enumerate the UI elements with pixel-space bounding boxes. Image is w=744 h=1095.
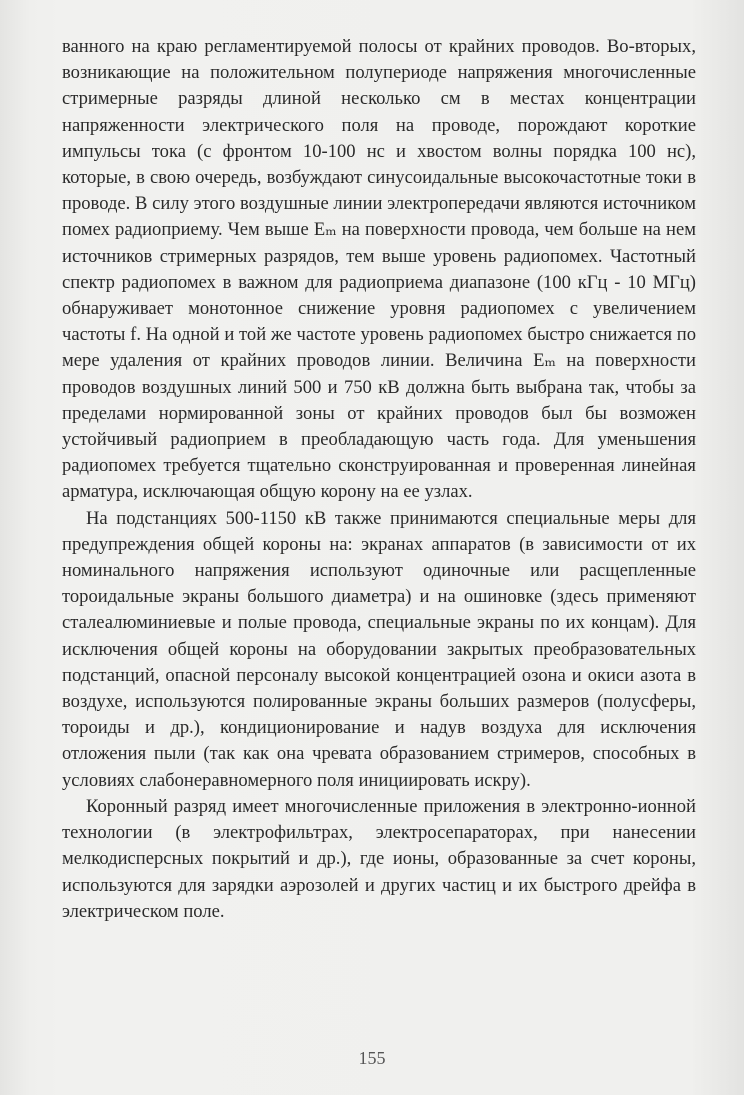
paragraph-2: На подстанциях 500-1150 кВ также принимаются специальные меры для предупреждения общей короны на: экранах аппаратов (в зависимости от их номинального напряжения используют одиночные или расщепленные тороидальные экраны большого диаметра) и на ошиновке (здесь применяют сталеалюминиевые и полые провода, специальные экраны по их концам). Для исключения общей короны на оборудовании закрытых преобразовательных подстанций, опасной персоналу высокой концентрацией озона и окиси азота в воздухе, используются полированные экраны больших размеров (полусферы, тороиды и др.), кондиционирование и надув воздуха для исключения отложения пыли (так как она чревата образованием стримеров, способных в условиях слабонеравномерного поля инициировать искру). — [62, 507, 696, 791]
paragraph-3: Коронный разряд имеет многочисленные приложения в электронно-ионной технологии (в электрофильтрах, электросепараторах, при нанесении мелкодисперсных покрытий и др.), где ионы, образованные за счет короны, используются для зарядки аэрозолей и других частиц и их быстрого дрейфа в электрическом поле. — [62, 795, 696, 922]
body-text — [62, 34, 696, 925]
page-number: 155 — [358, 1048, 386, 1068]
paragraph-1: ванного на краю регламентируемой полосы от крайних проводов. Во-вторых, возникающие на положительном полупериоде напряжения многочисленные стримерные разряды длиной несколько см в местах концентрации напряженности электрического поля на проводе, порождают короткие импульсы тока (с фронтом 10-100 нс и хвостом волны порядка 100 нс), которые, в свою очередь, возбуждают синусоидальные высокочастотные токи в проводе. В силу этого воздушные линии электропередачи являются источником помех радиоприему. Чем выше Eₘ на поверхности провода, чем больше на нем источников стримерных разрядов, тем выше уровень радиопомех. Частотный спектр радиопомех в важном для радиоприема диапазоне (100 кГц - 10 МГц) обнаруживает монотонное снижение уровня радиопомех с увеличением частоты f. На одной и той же частоте уровень радиопомех быстро снижается по мере удаления от крайних проводов линии. Величина Eₘ на поверхности проводов воздушных линий 500 и 750 кВ должна быть выбрана так, чтобы за пределами нормированной зоны от крайних проводов был бы возможен устойчивый радиоприем в преобладающую часть года. Для уменьшения радиопомех требуется тщательно сконструированная и проверенная линейная арматура, исключающая общую корону на ее узлах. — [62, 36, 696, 503]
